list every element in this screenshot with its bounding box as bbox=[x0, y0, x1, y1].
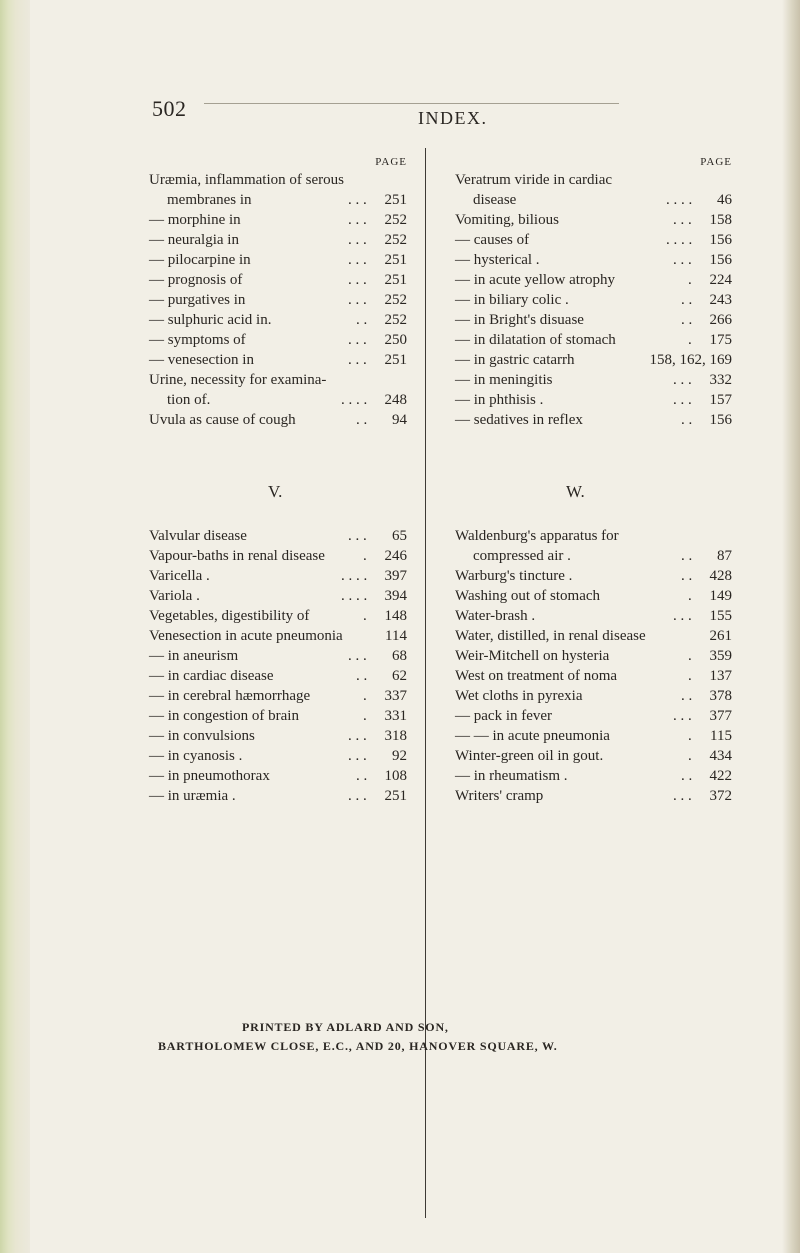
page-column-header: PAGE bbox=[700, 156, 732, 168]
entry-term: Winter-green oil in gout. bbox=[455, 748, 604, 764]
leader-dots: . bbox=[363, 608, 367, 624]
entry-page-ref: 224 bbox=[709, 272, 732, 288]
leader-dots: . . . . bbox=[666, 232, 693, 248]
leader-dots: . . . bbox=[348, 292, 367, 308]
index-entry bbox=[149, 546, 407, 566]
entry-page-ref: 337 bbox=[384, 688, 407, 704]
index-entry bbox=[149, 786, 407, 806]
entry-page-ref: 46 bbox=[717, 192, 732, 208]
index-entry bbox=[149, 250, 407, 270]
entry-term: — in meningitis bbox=[455, 372, 553, 388]
entry-term: Uvula as cause of cough bbox=[149, 412, 296, 428]
entry-term: Uræmia, inflammation of serous bbox=[149, 172, 344, 188]
entry-term: Vegetables, digestibility of bbox=[149, 608, 310, 624]
entry-page-ref: 332 bbox=[709, 372, 732, 388]
index-entry bbox=[455, 310, 732, 330]
right-column-top bbox=[455, 154, 732, 430]
entry-page-ref: 261 bbox=[709, 628, 732, 644]
entry-term: Vapour-baths in renal disease bbox=[149, 548, 325, 564]
entry-page-ref: 92 bbox=[392, 748, 407, 764]
entry-list-w bbox=[455, 526, 732, 806]
leader-dots: . . . bbox=[673, 372, 692, 388]
entry-term: compressed air . bbox=[473, 548, 571, 564]
entry-list-v bbox=[149, 526, 407, 806]
index-entry bbox=[455, 646, 732, 666]
entry-page-ref: 62 bbox=[392, 668, 407, 684]
index-entry bbox=[149, 210, 407, 230]
leader-dots: . . . bbox=[673, 252, 692, 268]
index-entry bbox=[149, 310, 407, 330]
index-entry bbox=[455, 566, 732, 586]
printer-line-2: BARTHOLOMEW CLOSE, E.C., AND 20, HANOVER SQUARE, W. bbox=[158, 1039, 558, 1053]
leader-dots: . . . . bbox=[341, 392, 368, 408]
index-entry bbox=[455, 270, 732, 290]
entry-term: — in pneumothorax bbox=[149, 768, 270, 784]
entry-page-ref: 251 bbox=[384, 352, 407, 368]
entry-term: — in Bright's disuase bbox=[455, 312, 584, 328]
entry-term: — in cerebral hæmorrhage bbox=[149, 688, 311, 704]
header-rule bbox=[204, 103, 619, 104]
entry-term: Veratrum viride in cardiac bbox=[455, 172, 613, 188]
entry-term: — in rheumatism . bbox=[455, 768, 568, 784]
leader-dots: . . . . bbox=[341, 588, 368, 604]
index-entry bbox=[149, 190, 407, 210]
entry-term: — morphine in bbox=[149, 212, 241, 228]
leader-dots: . . . bbox=[348, 252, 367, 268]
entry-page-ref: 359 bbox=[709, 648, 732, 664]
index-entry bbox=[149, 566, 407, 586]
entry-page-ref: 94 bbox=[392, 412, 407, 428]
entry-page-ref: 155 bbox=[709, 608, 732, 624]
entry-term: — in acute yellow atrophy bbox=[455, 272, 615, 288]
entry-term: Warburg's tincture . bbox=[455, 568, 573, 584]
index-entry bbox=[149, 626, 407, 646]
leader-dots: . . bbox=[356, 668, 368, 684]
index-entry bbox=[455, 706, 732, 726]
entry-term: — symptoms of bbox=[149, 332, 246, 348]
leader-dots: . . bbox=[681, 768, 693, 784]
entry-term: — neuralgia in bbox=[149, 232, 239, 248]
entry-term: — in biliary colic . bbox=[455, 292, 569, 308]
index-entry bbox=[149, 170, 407, 190]
entry-page-ref: 397 bbox=[384, 568, 407, 584]
leader-dots: . . bbox=[681, 292, 693, 308]
index-entry bbox=[149, 270, 407, 290]
leader-dots: . . . bbox=[348, 648, 367, 664]
section-letter-v: V. bbox=[268, 482, 283, 501]
index-entry bbox=[455, 626, 732, 646]
entry-page-ref: 252 bbox=[384, 292, 407, 308]
entry-page-ref: 252 bbox=[384, 212, 407, 228]
book-gutter-left bbox=[0, 0, 30, 1253]
index-entry bbox=[455, 586, 732, 606]
entry-page-ref: 251 bbox=[384, 192, 407, 208]
book-edge-right bbox=[782, 0, 800, 1253]
index-entry bbox=[455, 250, 732, 270]
entry-page-ref: 65 bbox=[392, 528, 407, 544]
entry-term: — hysterical . bbox=[455, 252, 540, 268]
left-column-top bbox=[149, 154, 407, 430]
leader-dots: . . . bbox=[348, 192, 367, 208]
leader-dots: . bbox=[363, 548, 367, 564]
leader-dots: . . . bbox=[348, 332, 367, 348]
entry-list-v-continued bbox=[455, 170, 732, 430]
right-column-bottom bbox=[455, 526, 732, 806]
entry-page-ref: 331 bbox=[384, 708, 407, 724]
leader-dots: . . . bbox=[348, 212, 367, 228]
index-entry bbox=[149, 350, 407, 370]
index-entry bbox=[149, 766, 407, 786]
index-entry bbox=[455, 290, 732, 310]
entry-term: Weir-Mitchell on hysteria bbox=[455, 648, 610, 664]
entry-term: Writers' cramp bbox=[455, 788, 544, 804]
leader-dots: . . . bbox=[348, 748, 367, 764]
entry-term: — pack in fever bbox=[455, 708, 553, 724]
entry-term: — in phthisis . bbox=[455, 392, 544, 408]
entry-term: Venesection in acute pneumonia bbox=[149, 628, 343, 644]
entry-page-ref: 157 bbox=[709, 392, 732, 408]
leader-dots: . . bbox=[356, 768, 368, 784]
entry-page-ref: 246 bbox=[384, 548, 407, 564]
entry-page-ref: 137 bbox=[709, 668, 732, 684]
leader-dots: . bbox=[688, 728, 692, 744]
leader-dots: . . . bbox=[348, 352, 367, 368]
entry-term: — in congestion of brain bbox=[149, 708, 299, 724]
entry-term: Urine, necessity for examina- bbox=[149, 372, 327, 388]
leader-dots: . . . bbox=[348, 528, 367, 544]
entry-page-ref: 158 bbox=[709, 212, 732, 228]
leader-dots: . bbox=[688, 272, 692, 288]
index-entry bbox=[149, 706, 407, 726]
index-entry bbox=[149, 606, 407, 626]
leader-dots: . . bbox=[681, 568, 693, 584]
leader-dots: . bbox=[688, 648, 692, 664]
leader-dots: . bbox=[363, 688, 367, 704]
leader-dots: . . bbox=[681, 412, 693, 428]
index-entry bbox=[455, 546, 732, 566]
leader-dots: . bbox=[688, 748, 692, 764]
leader-dots: . . . bbox=[673, 708, 692, 724]
page-number: 502 bbox=[152, 96, 187, 121]
leader-dots: . bbox=[688, 588, 692, 604]
entry-page-ref: 266 bbox=[709, 312, 732, 328]
index-entry bbox=[149, 646, 407, 666]
entry-term: — in dilatation of stomach bbox=[455, 332, 616, 348]
entry-page-ref: 422 bbox=[709, 768, 732, 784]
entry-page-ref: 251 bbox=[384, 788, 407, 804]
index-entry bbox=[455, 190, 732, 210]
entry-term: Wet cloths in pyrexia bbox=[455, 688, 583, 704]
entry-page-ref: 243 bbox=[709, 292, 732, 308]
entry-term: — in gastric catarrh bbox=[455, 352, 575, 368]
leader-dots: . . bbox=[356, 412, 368, 428]
leader-dots: . bbox=[688, 332, 692, 348]
index-entry bbox=[455, 726, 732, 746]
leader-dots: . . . bbox=[673, 608, 692, 624]
index-entry bbox=[455, 370, 732, 390]
index-entry bbox=[149, 686, 407, 706]
entry-term: — in uræmia . bbox=[149, 788, 236, 804]
leader-dots: . . . bbox=[673, 212, 692, 228]
index-entry bbox=[455, 350, 732, 370]
entry-page-ref: 108 bbox=[384, 768, 407, 784]
entry-term: Washing out of stomach bbox=[455, 588, 601, 604]
entry-page-ref: 378 bbox=[709, 688, 732, 704]
index-entry bbox=[455, 170, 732, 190]
entry-term: — causes of bbox=[455, 232, 530, 248]
entry-page-ref: 148 bbox=[384, 608, 407, 624]
index-entry bbox=[149, 526, 407, 546]
entry-term: — in cardiac disease bbox=[149, 668, 274, 684]
leader-dots: . . . bbox=[348, 728, 367, 744]
entry-page-ref: 394 bbox=[384, 588, 407, 604]
entry-page-ref: 252 bbox=[384, 312, 407, 328]
entry-page-ref: 156 bbox=[709, 232, 732, 248]
leader-dots: . . bbox=[681, 688, 693, 704]
running-head: INDEX. bbox=[418, 108, 488, 128]
leader-dots: . . . bbox=[348, 232, 367, 248]
index-entry bbox=[149, 666, 407, 686]
entry-term: — purgatives in bbox=[149, 292, 246, 308]
index-entry bbox=[149, 410, 407, 430]
entry-page-ref: 434 bbox=[709, 748, 732, 764]
index-entry bbox=[455, 390, 732, 410]
entry-page-ref: 156 bbox=[709, 412, 732, 428]
section-letter-w: W. bbox=[566, 482, 585, 501]
entry-term: West on treatment of noma bbox=[455, 668, 618, 684]
entry-term: — sedatives in reflex bbox=[455, 412, 583, 428]
leader-dots: . . . . bbox=[666, 192, 693, 208]
entry-term: Variola . bbox=[149, 588, 200, 604]
printer-line-1: PRINTED BY ADLARD AND SON, bbox=[242, 1020, 449, 1034]
index-entry bbox=[455, 210, 732, 230]
leader-dots: . . bbox=[356, 312, 368, 328]
index-entry bbox=[455, 230, 732, 250]
index-entry bbox=[149, 746, 407, 766]
leader-dots: . . . . bbox=[341, 568, 368, 584]
entry-term: — pilocarpine in bbox=[149, 252, 251, 268]
entry-page-ref: 252 bbox=[384, 232, 407, 248]
entry-page-ref: 156 bbox=[709, 252, 732, 268]
entry-page-ref: 158, 162, 169 bbox=[649, 352, 732, 368]
index-entry bbox=[149, 230, 407, 250]
index-entry bbox=[455, 746, 732, 766]
entry-term: — in cyanosis . bbox=[149, 748, 243, 764]
index-entry bbox=[455, 410, 732, 430]
index-entry bbox=[455, 666, 732, 686]
index-entry bbox=[455, 526, 732, 546]
leader-dots: . bbox=[363, 708, 367, 724]
entry-term: membranes in bbox=[167, 192, 252, 208]
entry-page-ref: 428 bbox=[709, 568, 732, 584]
index-entry bbox=[149, 330, 407, 350]
leader-dots: . . . bbox=[348, 788, 367, 804]
leader-dots: . . bbox=[681, 312, 693, 328]
entry-term: — in aneurism bbox=[149, 648, 239, 664]
entry-term: — venesection in bbox=[149, 352, 254, 368]
index-entry bbox=[455, 606, 732, 626]
entry-page-ref: 250 bbox=[384, 332, 407, 348]
leader-dots: . bbox=[688, 668, 692, 684]
left-column-bottom bbox=[149, 526, 407, 806]
leader-dots: . . . bbox=[673, 392, 692, 408]
entry-term: Valvular disease bbox=[149, 528, 247, 544]
entry-page-ref: 115 bbox=[710, 728, 732, 744]
entry-page-ref: 87 bbox=[717, 548, 732, 564]
page-column-header: PAGE bbox=[375, 156, 407, 168]
entry-page-ref: 175 bbox=[709, 332, 732, 348]
leader-dots: . . bbox=[681, 548, 693, 564]
index-entry bbox=[149, 370, 407, 390]
entry-term: disease bbox=[473, 192, 517, 208]
entry-page-ref: 377 bbox=[709, 708, 732, 724]
entry-page-ref: 68 bbox=[392, 648, 407, 664]
entry-page-ref: 248 bbox=[384, 392, 407, 408]
column-divider bbox=[425, 148, 426, 1218]
leader-dots: . . . bbox=[348, 272, 367, 288]
entry-page-ref: 251 bbox=[384, 252, 407, 268]
entry-term: Water, distilled, in renal disease bbox=[455, 628, 646, 644]
entry-page-ref: 149 bbox=[709, 588, 732, 604]
index-entry bbox=[455, 786, 732, 806]
entry-term: tion of. bbox=[167, 392, 211, 408]
entry-page-ref: 318 bbox=[384, 728, 407, 744]
entry-term: — sulphuric acid in. bbox=[149, 312, 272, 328]
entry-term: Vomiting, bilious bbox=[455, 212, 559, 228]
entry-term: — in convulsions bbox=[149, 728, 255, 744]
index-entry bbox=[455, 330, 732, 350]
entry-term: Varicella . bbox=[149, 568, 210, 584]
leader-dots: . . . bbox=[673, 788, 692, 804]
index-entry bbox=[149, 586, 407, 606]
entry-page-ref: 114 bbox=[385, 628, 407, 644]
entry-page-ref: 372 bbox=[709, 788, 732, 804]
index-entry bbox=[149, 726, 407, 746]
entry-term: Water-brash . bbox=[455, 608, 536, 624]
index-entry bbox=[149, 390, 407, 410]
entry-page-ref: 251 bbox=[384, 272, 407, 288]
index-entry bbox=[455, 766, 732, 786]
entry-term: — — in acute pneumonia bbox=[455, 728, 610, 744]
index-entry bbox=[455, 686, 732, 706]
entry-list-u bbox=[149, 170, 407, 430]
entry-term: — prognosis of bbox=[149, 272, 243, 288]
index-entry bbox=[149, 290, 407, 310]
entry-term: Waldenburg's apparatus for bbox=[455, 528, 619, 544]
